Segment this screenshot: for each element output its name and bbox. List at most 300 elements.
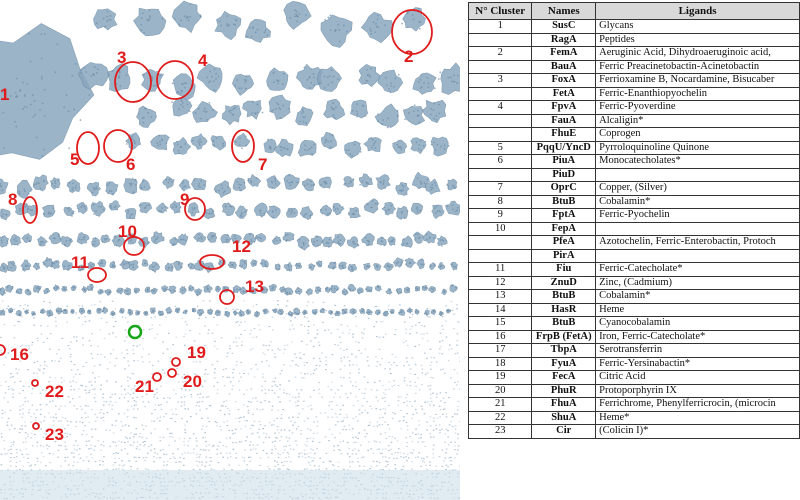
background-node [181,318,183,319]
background-node [194,341,196,342]
ligand-cell: Protoporphyrin IX [596,384,800,398]
node-cluster [136,311,141,316]
background-node [19,428,21,429]
background-node [338,449,340,450]
background-node [122,469,124,470]
node-cluster [284,1,311,29]
background-node [353,418,355,419]
header-ligands: Ligands [596,3,800,20]
background-node [170,458,172,459]
background-node [264,425,266,426]
background-node [139,449,141,450]
background-node [257,432,259,433]
background-node [419,438,421,439]
table-row [469,290,800,304]
node-cluster [222,105,241,125]
background-node [50,417,52,418]
background-node [371,389,373,390]
background-node [415,409,417,410]
background-node [25,448,27,449]
background-node [334,437,336,438]
background-node [457,373,459,374]
background-node [417,441,419,442]
background-node [254,421,256,422]
background-node [37,461,39,462]
background-node [266,360,268,361]
background-node [261,390,263,391]
background-node [88,392,90,393]
background-node [367,450,369,451]
background-node [220,429,222,430]
background-node [144,460,146,461]
background-node [189,330,191,331]
background-node [325,436,327,437]
background-node [248,457,250,458]
receptor-name-cell: FecA [532,371,596,385]
background-node [406,361,408,362]
background-node [401,469,403,470]
cluster-label: 8 [8,190,18,209]
background-node [1,437,3,438]
background-node [223,469,225,470]
node-cluster [0,179,8,195]
background-node [454,413,456,414]
background-node [193,469,195,470]
background-node [148,354,150,355]
highlight-ellipse [88,268,106,282]
background-node [396,458,398,459]
background-node [415,364,417,365]
background-node [228,430,230,431]
node-cluster [342,309,347,314]
node-cluster [247,174,261,186]
background-node [432,377,434,378]
background-node [283,318,285,319]
background-node [57,457,59,458]
background-node [91,409,93,410]
node-cluster [67,180,80,193]
background-node [142,424,144,425]
background-node [118,440,120,441]
ligand-cell: Azotochelin, Ferric-Enterobactin, Protoch [596,236,800,250]
background-node [23,308,25,309]
background-node [196,405,198,406]
background-node [158,360,160,361]
ligand-cell: Ferric-Yersinabactin* [596,357,800,371]
background-node [307,373,309,374]
background-node [290,461,292,462]
background-node [178,461,180,462]
node-cluster [222,202,235,215]
background-node [328,440,330,441]
background-node [222,445,224,446]
background-node [375,356,377,357]
background-node [33,413,35,414]
background-node [95,414,97,415]
node-cluster [274,139,293,157]
node-cluster [317,67,342,92]
background-node [67,420,69,421]
background-node [440,392,442,393]
background-node [69,402,71,403]
background-node [383,392,385,393]
node-cluster [38,236,48,246]
node-cluster [33,263,40,271]
background-node [37,361,39,362]
table-row [469,425,800,439]
background-node [250,330,252,331]
background-node [319,393,321,394]
background-node [100,450,102,451]
node-cluster [375,285,381,291]
background-node [100,418,102,419]
background-node [92,358,94,359]
background-node [376,321,378,322]
background-node [432,449,434,450]
background-node [7,401,9,402]
background-node [235,453,237,454]
background-node [184,444,186,445]
node-cluster [423,231,436,243]
background-node [376,390,378,391]
background-node [19,469,21,470]
background-node [104,356,106,357]
background-node [203,449,205,450]
background-node [424,326,426,327]
background-node [293,449,295,450]
background-node [22,454,24,455]
background-node [260,457,262,458]
background-node [349,461,351,462]
background-node [73,456,75,457]
background-node [151,317,153,318]
background-node [244,330,246,331]
background-node [27,436,29,437]
background-node [212,364,214,365]
background-node [430,416,432,417]
table-row [469,33,800,47]
ligand-cell: Alcaligin* [596,114,800,128]
background-node [200,393,202,394]
background-node [304,469,306,470]
background-node [19,432,21,433]
background-node [30,422,32,423]
background-node [123,357,125,358]
receptor-name-cell: FptA [532,209,596,223]
background-node [426,422,428,423]
background-node [151,328,153,329]
background-node [415,457,417,458]
background-node [108,404,110,405]
background-node [454,442,456,443]
background-node [250,441,252,442]
background-node [403,342,405,343]
background-node [209,465,211,466]
node-cluster [288,311,293,316]
background-node [28,386,30,387]
background-node [388,309,390,310]
cluster-label: 2 [404,47,414,66]
background-node [406,357,408,358]
background-node [83,430,85,431]
background-node [54,377,56,378]
background-node [121,449,123,450]
node-cluster [142,259,148,266]
background-node [49,462,51,463]
background-node [16,462,18,463]
node-cluster [117,288,124,294]
table-row [469,263,800,277]
background-node [159,457,161,458]
background-node [352,453,354,454]
background-node [358,369,360,370]
background-node [382,385,384,386]
background-node [317,330,319,331]
background-node [347,442,349,443]
background-node [430,385,432,386]
background-node [416,332,418,333]
background-node [363,398,365,399]
background-node [51,360,53,361]
background-node [263,345,265,346]
background-node [443,398,445,399]
background-node [231,389,233,390]
background-node [4,453,6,454]
node-cluster [278,309,284,315]
background-node [167,461,169,462]
background-node [8,389,10,390]
background-node [102,397,104,398]
background-node [378,449,380,450]
cluster-number-cell: 3 [469,74,532,88]
node-cluster [228,262,236,269]
node-cluster [134,288,140,294]
table-row [469,330,800,344]
background-node [262,377,264,378]
background-node [271,449,273,450]
background-node [250,402,252,403]
background-node [82,337,84,338]
background-node [158,405,160,406]
background-node [430,394,432,395]
node-cluster [97,308,102,313]
node-cluster [399,309,406,315]
background-node [27,369,29,370]
background-node [331,372,333,373]
background-node [21,417,23,418]
background-node [419,389,421,390]
background-node [417,456,419,457]
background-node [365,388,367,389]
node-cluster [366,309,373,315]
background-node [134,405,136,406]
background-node [73,461,75,462]
background-node [90,448,92,449]
background-node [218,462,220,463]
background-node [230,381,232,382]
background-node [86,456,88,457]
background-node [199,333,201,334]
background-node [297,417,299,418]
background-node [431,357,433,358]
background-node [223,421,225,422]
background-node [207,417,209,418]
node-cluster [295,287,302,294]
background-node [129,378,131,379]
background-node [288,453,290,454]
background-node [443,460,445,461]
background-node [424,446,426,447]
background-node [82,422,84,423]
node-cluster [105,289,112,295]
background-node [37,458,39,459]
node-cluster [87,284,93,291]
background-node [240,362,242,363]
background-node [367,412,369,413]
background-node [24,421,26,422]
node-cluster [0,287,5,295]
background-node [240,377,242,378]
background-node [10,453,12,454]
node-cluster [446,309,451,313]
background-node [421,384,423,385]
background-node [235,401,237,402]
background-node [149,329,151,330]
background-node [289,445,291,446]
background-node [310,438,312,439]
background-node [243,457,245,458]
background-node [390,364,392,365]
node-cluster [324,99,345,120]
background-node [397,452,399,453]
background-node [357,400,359,401]
node-cluster [8,308,13,313]
background-node [1,352,3,353]
background-node [171,433,173,434]
background-node [332,417,334,418]
background-node [277,464,279,465]
background-node [306,453,308,454]
node-cluster [348,207,360,218]
node-cluster [194,233,206,242]
background-node [213,386,215,387]
background-node [49,377,51,378]
background-node [340,409,342,410]
background-node [207,374,209,375]
background-node [28,412,30,413]
background-node [250,449,252,450]
background-node [283,364,285,365]
background-node [248,412,250,413]
background-node [338,466,340,467]
background-node [274,357,276,358]
background-node [271,424,273,425]
background-node [346,349,348,350]
background-node [349,377,351,378]
node-cluster [233,178,246,191]
node-cluster [91,201,105,216]
background-node [122,316,124,317]
background-node [12,397,14,398]
background-node [16,449,18,450]
background-node [133,417,135,418]
background-node [31,393,33,394]
background-node [25,438,27,439]
background-node [235,337,237,338]
node-cluster [329,310,333,314]
background-node [279,384,281,385]
background-node [454,369,456,370]
node-cluster [333,234,345,247]
background-node [248,401,250,402]
background-node [75,374,77,375]
background-node [184,452,186,453]
background-node [307,438,309,439]
background-node [333,450,335,451]
background-node [53,453,55,454]
background-node [48,412,50,413]
background-node [295,397,297,398]
background-node [66,306,68,307]
background-node [332,464,334,465]
background-node [62,417,64,418]
background-node [103,413,105,414]
background-node [92,436,94,437]
background-node [221,337,223,338]
node-cluster [235,206,247,219]
node-cluster [180,286,187,294]
background-node [244,321,246,322]
background-node [236,365,238,366]
background-node [207,333,209,334]
background-node [204,381,206,382]
background-node [165,316,167,317]
background-node [281,418,283,419]
node-cluster [62,286,68,291]
background-node [312,441,314,442]
background-node [127,441,129,442]
background-node [109,362,111,363]
background-node [300,358,302,359]
receptor-name-cell: FoxA [532,74,596,88]
background-node [43,420,45,421]
background-node [210,461,212,462]
background-node [70,421,72,422]
background-node [90,454,92,455]
background-node [40,404,42,405]
node-cluster [110,261,116,268]
background-node [361,393,363,394]
background-node [328,405,330,406]
background-node [84,425,86,426]
background-node [83,366,85,367]
background-node [86,441,88,442]
node-cluster [438,63,460,95]
background-node [316,416,318,417]
background-node [444,373,446,374]
background-node [68,396,70,397]
background-node [166,454,168,455]
background-node [432,453,434,454]
cluster-label: 22 [45,382,64,401]
node-cluster [321,132,336,149]
table-row [469,60,800,74]
cluster-number-cell: 23 [469,425,532,439]
receptor-name-cell: FyuA [532,357,596,371]
background-node [355,382,357,383]
background-node [249,445,251,446]
background-node [308,333,310,334]
